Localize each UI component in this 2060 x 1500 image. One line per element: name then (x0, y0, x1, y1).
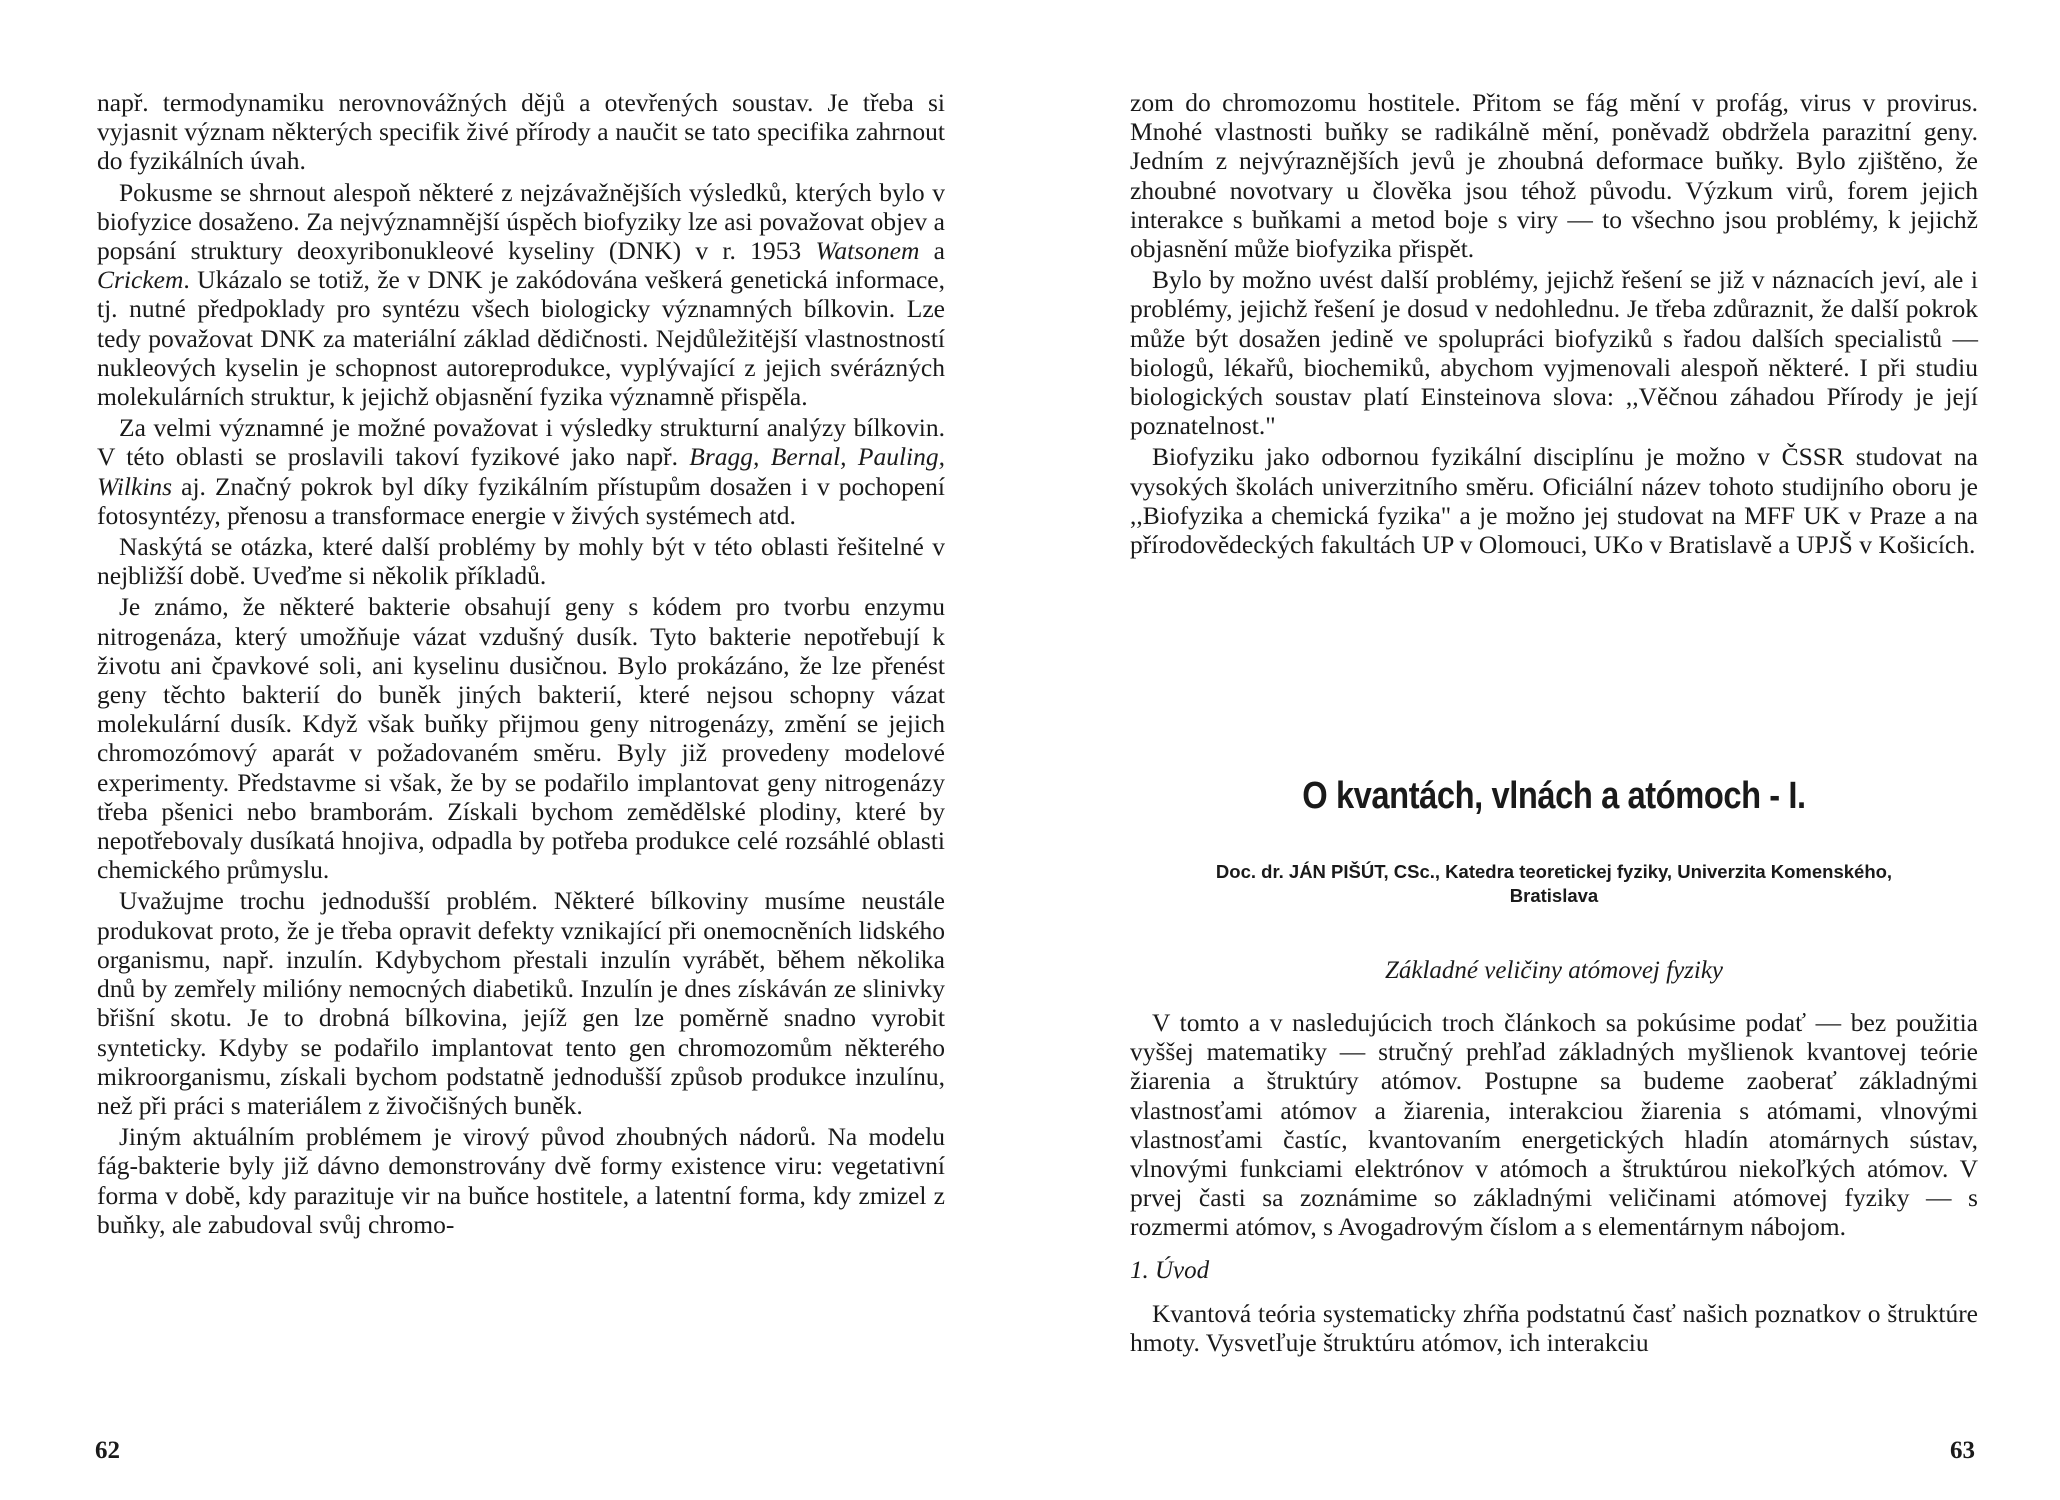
author-names: Bragg, Bernal, Pauling, Wilkins (97, 442, 945, 501)
paragraph (97, 178, 945, 412)
section-heading: 1. Úvod (1130, 1256, 1210, 1284)
paragraph-text: Pokusme se shrnout alespoň některé z nejzávažnějších výsledků, kterých bylo v biofyzice dosaženo. Za nejvýznamnější úspěch biofyziky lze asi považovat objev a popsání struktury deoxyribonukleové kyseliny (DNK) v r. 1953 (97, 177, 945, 266)
paragraph: Uvažujme trochu jednodušší problém. Některé bílkoviny musíme neustále produkovat proto, že je třeba opravit defekty vznikající při onemocněních lidského organismu, např. inzulín. Kdybychom přestali inzulín vyrábět, během několika dnů by zemřely milióny nemocných diabetiků. Inzulín je dnes získáván ze slinivky břišní skotu. Je to drobná bílkovina, jejíž gen lze poměrně snadno vyrobit synteticky. Kdyby se podařilo implantovat tento gen chromozomům některého mikroorganismu, získali bychom podstatně jednodušší způsob produkce inzulínu, než při práci s materiálem z živočišných buněk. (97, 886, 945, 1120)
section-paragraph: Kvantová teória systematicky zhŕňa podstatnú časť našich poznatkov o štruktúre hmoty. Vysvetľuje štruktúru atómov, ich interakciu (1130, 1298, 1978, 1358)
article-title: O kvantách, vlnách a atómoch - I. (1302, 775, 1806, 817)
page-number: 63 (1950, 1437, 1975, 1464)
right-page (1030, 0, 2060, 1500)
byline-city: Bratislava (1509, 885, 1599, 906)
paragraph: např. termodynamiku nerovnovážných dějů a otevřených soustav. Je třeba si vyjasnit význam některých specifik živé přírody a naučit se tato specifika zahrnout do fyzikálních úvah. (97, 88, 945, 176)
paragraph: Naskýtá se otázka, které další problémy by mohly být v této oblasti řešitelné v nejbližší době. Uveďme si několik příkladů. (97, 532, 945, 591)
right-text-column (1130, 88, 1978, 559)
article-body (1130, 1008, 1978, 1357)
paragraph: zom do chromozomu hostitele. Přitom se fág mění v profág, virus v provirus. Mnohé vlastnosti buňky se radikálně mění, poněvadž obdržela parazitní geny. Jedním z nejvýraznějších jevů je zhoubná deformace buňky. Bylo zjištěno, že zhoubné novotvary u člověka jsou téhož původu. Výzkum virů, forem jejich interakce s buňkami a metod boje s viry — to všechno jsou problémy, k jejichž objasnění může biofyzika přispět. (1130, 88, 1978, 264)
paragraph (97, 413, 945, 530)
paragraph: Biofyziku jako odbornou fyzikální disciplínu je možno v ČSSR studovat na vysokých školách univerzitního směru. Oficiální název tohoto studijního oboru je ,,Biofyzika a chemická fyzika" a je možno jej studovat na MFF UK v Praze a na přírodovědeckých fakultách UP v Olomouci, UKo v Bratislavě a UPJŠ v Košicích. (1130, 442, 1978, 560)
left-text-column (97, 88, 945, 1239)
paragraph: Bylo by možno uvést další problémy, jejichž řešení se již v náznacích jeví, ale i problémy, jejichž řešení je dosud v nedohlednu. Je třeba zdůraznit, že další pokrok může být dosažen jedině ve spolupráci biofyziků s řadou dalších specialistů — biologů, lékařů, biochemiků, abychom vyjmenovali alespoň některé. I při studiu biologických soustav platí Einsteinova slova: ,,Věčnou záhadou Přírody je její poznatelnost." (1130, 265, 1978, 441)
page-number: 62 (95, 1437, 120, 1464)
author-name: Crickem (97, 265, 184, 295)
intro-paragraph: V tomto a v nasledujúcich troch článkoch sa pokúsime podať — bez použitia vyššej matematiky — stručný prehľad základných myšlienok kvantovej teórie žiarenia a štruktúry atómov. Postupne sa budeme zaoberať základnými vlastnosťami atómov a žiarenia, interakciou žiarenia s atómami, vlnovými vlastnosťami častíc, kvantovaním energetických hladín atomárnych sústav, vlnovými funkciami elektrónov v atómoch a štruktúrou niekoľkých atómov. V prvej časti sa zoznámime so základnými veličinami atómovej fyziky — s rozmermi atómov, s Avogadrovým číslom a s elementárnym nábojom. (1130, 1008, 1978, 1242)
author-name: Watsonem (815, 236, 920, 266)
paragraph-text: Za velmi významné je možné považovat i výsledky strukturní analýzy bílkovin. V této oblasti se proslavili takoví fyzikové jako např. (97, 413, 945, 472)
byline-author: Doc. dr. JÁN PIŠÚT, CSc., Katedra teoretickej fyziky, Univerzita Komenského, (1215, 861, 1893, 882)
paragraph: Je známo, že některé bakterie obsahují geny s kódem pro tvorbu enzymu nitrogenáza, který umožňuje vázat vzdušný dusík. Tyto bakterie nepotřebují k životu ani čpavkové soli, ani kyselinu dusičnou. Bylo prokázáno, že lze přenést geny těchto bakterií do buněk jiných bakterií, které nejsou schopny vázat molekulární dusík. Když však buňky přijmou geny nitrogenázy, změní se jejich chromozómový aparát v požadovaném směru. Byly již provedeny modelové experimenty. Představme si však, že by se podařilo implantovat geny nitrogenázy třeba pšenici nebo bramborám. Získali bychom zemědělské plodiny, které by nepotřebovaly dusíkatá hnojiva, odpadla by potřeba produkce celé rozsáhlé oblasti chemického průmyslu. (97, 592, 945, 885)
article-subheading: Základné veličiny atómovej fyziky (1384, 957, 1724, 984)
paragraph: Jiným aktuálním problémem je virový původ zhoubných nádorů. Na modelu fág-bakterie byly již dávno demonstrovány dvě formy existence viru: vegetativní forma v době, kdy parazituje vir na buňce hostitele, a latentní forma, kdy zmizel z buňky, ale zabudoval svůj chromo- (97, 1122, 945, 1239)
paragraph-text: . Ukázalo se totiž, že v DNK je zakódována veškerá genetická informace, tj. nutné předpoklady pro syntézu všech biologicky významných bílkovin. Lze tedy považovat DNK za materiální základ dědičnosti. Nejdůležitější vlastnostností nukleových kyselin je schopnost autoreprodukce, vyplývající z jejich svérázných molekulárních struktur, k jejichž objasnění fyzika významně přispěla. (97, 265, 945, 412)
paragraph-text: aj. Značný pokrok byl díky fyzikálním přístupům dosažen i v pochopení fotosyntézy, přenosu a transformace energie v živých systémech atd. (97, 471, 945, 530)
article-byline (1130, 860, 1978, 908)
paragraph-text: a (919, 236, 945, 266)
